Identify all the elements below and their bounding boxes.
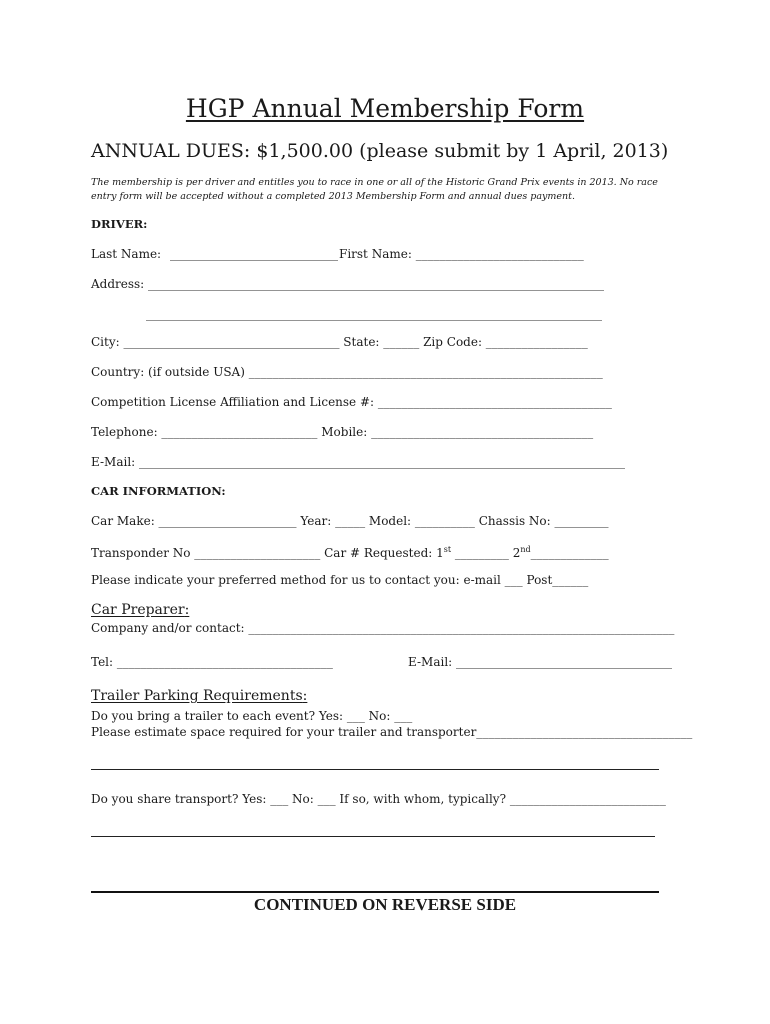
trailer-space-blank-line[interactable] (91, 769, 659, 770)
last-name-field[interactable]: ____________________________ (170, 247, 338, 261)
second-blank: _____________ (530, 546, 609, 560)
address-line-2-field[interactable]: ____________________________________________________________________________ (146, 307, 602, 321)
share-transport-field[interactable]: Do you share transport? Yes: ___ No: ___ If so, with whom, typically? __________________________ (91, 792, 666, 806)
driver-heading: DRIVER: (91, 217, 148, 231)
license-field[interactable]: Competition License Affiliation and License #: _______________________________________ (91, 395, 612, 409)
first-blank: _________ 2 (451, 546, 521, 560)
form-title: HGP Annual Membership Form (185, 94, 585, 123)
first-superscript: st (443, 545, 452, 554)
preparer-tel-field[interactable]: Tel: ____________________________________ (91, 655, 333, 669)
intro-text: The membership is per driver and entitles you to race in one or all of the Historic Grand Prix events in 2013. No race entry form will be accepted without a completed 2013 Membership Form and annual dues payment. (91, 177, 658, 202)
footer-divider (91, 891, 659, 893)
address-field[interactable]: Address: ____________________________________________________________________________ (91, 277, 605, 291)
share-transport-blank-line[interactable] (91, 836, 655, 837)
car-preparer-heading (91, 602, 189, 618)
annual-dues: ANNUAL DUES: $1,500.00 (please submit by 1 April, 2013) (91, 140, 669, 162)
trailer-parking-heading (91, 688, 307, 704)
car-preparer-colon: : (184, 602, 190, 618)
trailer-bring-field[interactable]: Do you bring a trailer to each event? Yes: ___ No: ___ (91, 709, 413, 723)
second-superscript: nd (520, 545, 531, 554)
preparer-email-field[interactable]: E-Mail: ____________________________________ (408, 655, 673, 669)
email-field[interactable]: E-Mail: _________________________________________________________________________________ (91, 455, 626, 469)
phone-mobile-field[interactable]: Telephone: __________________________ Mobile: _____________________________________ (91, 425, 594, 439)
trailer-parking-heading-text: Trailer Parking Requirements (91, 688, 303, 704)
last-name-label: Last Name: (91, 247, 162, 261)
car-information-heading: CAR INFORMATION: (91, 484, 226, 498)
transponder-field[interactable] (91, 543, 609, 560)
trailer-parking-colon: : (302, 688, 308, 704)
transponder-text: Transponder No _____________________ Car # Requested: 1 (91, 546, 444, 560)
first-name-field[interactable]: First Name: ____________________________ (339, 247, 584, 261)
car-preparer-heading-text: Car Preparer (91, 602, 185, 618)
preparer-company-field[interactable]: Company and/or contact: _______________________________________________________________________ (91, 621, 675, 635)
contact-method-field[interactable]: Please indicate your preferred method for us to contact you: e-mail ___ Post______ (91, 573, 589, 587)
trailer-space-field[interactable]: Please estimate space required for your trailer and transporter____________________________________ (91, 725, 693, 739)
city-state-zip-field[interactable]: City: ____________________________________ State: ______ Zip Code: _________________ (91, 335, 588, 349)
continued-note: CONTINUED ON REVERSE SIDE (253, 895, 517, 914)
car-make-field[interactable]: Car Make: _______________________ Year: _____ Model: __________ Chassis No: _________ (91, 514, 609, 528)
country-field[interactable]: Country: (if outside USA) ___________________________________________________________ (91, 365, 603, 379)
